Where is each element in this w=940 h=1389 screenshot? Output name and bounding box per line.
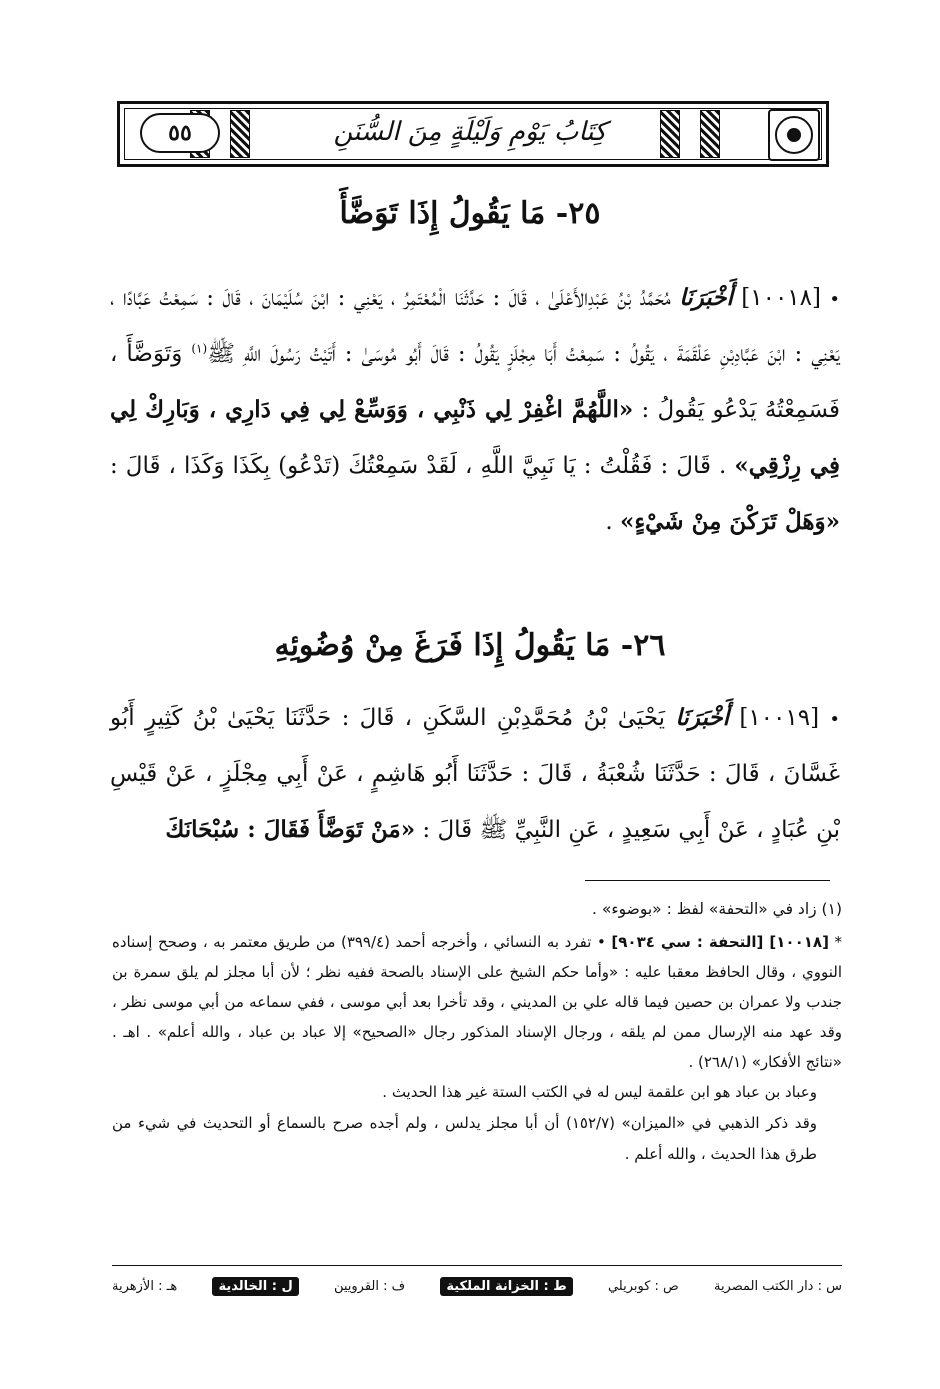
narration-text: وَتَوَضَّأَ ، فَسَمِعْتُهُ يَدْعُو يَقُولُ :: [110, 341, 841, 423]
manuscript-legend: [112, 1272, 842, 1300]
footnote-1: (١) زاد في «التحفة» لفظ : «بوضوء» .: [592, 900, 842, 918]
takhrij-note: [112, 927, 842, 1077]
note-extra-1: وعباد بن عباد هو ابن علقمة ليس له في الكتب الستة غير هذا الحديث .: [382, 1083, 817, 1101]
legend-item: هـ : الأزهرية: [112, 1278, 178, 1294]
ornament-strip: [660, 110, 680, 158]
akhbarana-word: أَخْبَرَنَا: [675, 704, 730, 731]
footnote-marker: (١): [191, 341, 208, 356]
note-extra-2: وقد ذكر الذهبي في «الميزان» (١٥٢/٧) أن أبا مجلز يدلس ، ولم أجده صرح بالسماع أو التحديث في شيء من طرق هذا الحديث ، والله أعلم .: [112, 1114, 817, 1163]
legend-item: س : دار الكتب المصرية: [713, 1278, 842, 1294]
ornament-strip: [230, 110, 250, 158]
sentence-end: .: [605, 509, 613, 535]
section-title-26: ٢٦- مَا يَقُولُ إِذَا فَرَغَ مِنْ وُضُوئِهِ: [274, 628, 666, 663]
hadith-10019: [110, 690, 840, 858]
legend-item-highlighted: ل : الخالدية: [212, 1277, 298, 1296]
hadith-number: [١٠٠١٨]: [741, 285, 821, 311]
legend-separator: [112, 1265, 842, 1266]
note-reference: [١٠٠١٨] [التحفة : سي ٩٠٣٤]: [611, 933, 829, 951]
note-text: • تفرد به النسائي ، وأخرجه أحمد (٣٩٩/٤) من طريق معتمر به ، وصحح إسناده النووي ، وقال الحافظ معقبا عليه : «وأما حكم الشيخ على الإسناد بالصحة ففيه نظر ؛ لأن أبا مجلز لم يلق سمرة بن جندب ولا عمران بن حصين فيما قاله علي بن المديني ، وقد تأخرا بعد أبي موسى ، ففي سماعه من أبي موسى نظر ، وقد عهد منه الإرسال ممن لم يلقه ، ورجال الإسناد المذكور رجال «الصحيح» إلا عباد بن عباد ، والله أعلم» . اهـ . «نتائج الأفكار» (٢٦٨/١) .: [112, 933, 842, 1071]
legend-item: ص : كوبريلي: [607, 1278, 679, 1294]
publisher-emblem-icon: [768, 109, 820, 161]
hadith-number: [١٠٠١٩]: [739, 705, 820, 731]
isnad-text: مُحَمَّدُ بْنُ عَبْدِالأَعْلَىٰ ، قَالَ : حَدَّثَنَا الْمُعْتَمِرُ ، يَعْنِي : ابْنَ سُلَيْمَانَ ، قَالَ : سَمِعْتُ عَبَّادًا ، يَعْنِي : ابْنَ عَبَّادِبْنِ عَلْقَمَةَ ، يَقُولُ : سَمِعْتُ أَبَا مِجْلَزٍ يَقُولُ : قَالَ أَبُو مُوسَىٰ : أَتَيْتُ رَسُولَ اللَّهِ ﷺ: [110, 285, 840, 367]
section-title-25: ٢٥- مَا يَقُولُ إِذَا تَوَضَّأَ: [339, 196, 601, 231]
legend-item: ف : القرويين: [333, 1278, 406, 1294]
note-marker: *: [834, 933, 843, 951]
akhbarana-word: أَخْبَرَنَا: [679, 284, 733, 311]
footnote-separator: [585, 880, 830, 881]
quote-text: «مَنْ تَوَضَّأَ فَقَالَ : سُبْحَانَكَ: [165, 816, 416, 843]
dua-text: «اللَّهُمَّ اغْفِرْ لِي ذَنْبِي ، وَوَسِّعْ لِي فِي دَارِي ، وَبَارِكْ لِي فِي رِزْقِي»: [110, 396, 841, 479]
ornament-strip: [700, 110, 720, 158]
bullet-marker: •: [829, 709, 840, 730]
hadith-10018: [110, 270, 840, 550]
reply-text: «وَهَلْ تَرَكْنَ مِنْ شَيْءٍ»: [619, 508, 840, 535]
footnotes: [112, 896, 842, 1170]
bullet-marker: •: [829, 289, 841, 310]
isnad-text: يَحْيَىٰ بْنُ مُحَمَّدِبْنِ السَّكَنِ ، قَالَ : حَدَّثَنَا يَحْيَىٰ بْنُ كَثِيرٍ أَبُو غَسَّانَ ، قَالَ : حَدَّثَنَا شُعْبَةُ ، قَالَ : حَدَّثَنَا أَبُو هَاشِمٍ ، عَنْ أَبِي مِجْلَزٍ ، عَنْ قَيْسِ بْنِ عُبَادٍ ، عَنْ أَبِي سَعِيدٍ ، عَنِ النَّبِيِّ ﷺ قَالَ :: [110, 705, 840, 843]
page-number: ٥٥: [140, 113, 220, 153]
running-book-title: كِتَابُ يَوْمِ وَلَيْلَةٍ مِنَ السُّنَنِ: [333, 117, 607, 147]
narration-text: . قَالَ : فَقُلْتُ : يَا نَبِيَّ اللَّهِ ، لَقَدْ سَمِعْتُكَ (تَدْعُو) بِكَذَا وَكَذَا ، قَالَ :: [110, 453, 727, 479]
legend-item-highlighted: ط : الخزانة الملكية: [440, 1277, 572, 1296]
